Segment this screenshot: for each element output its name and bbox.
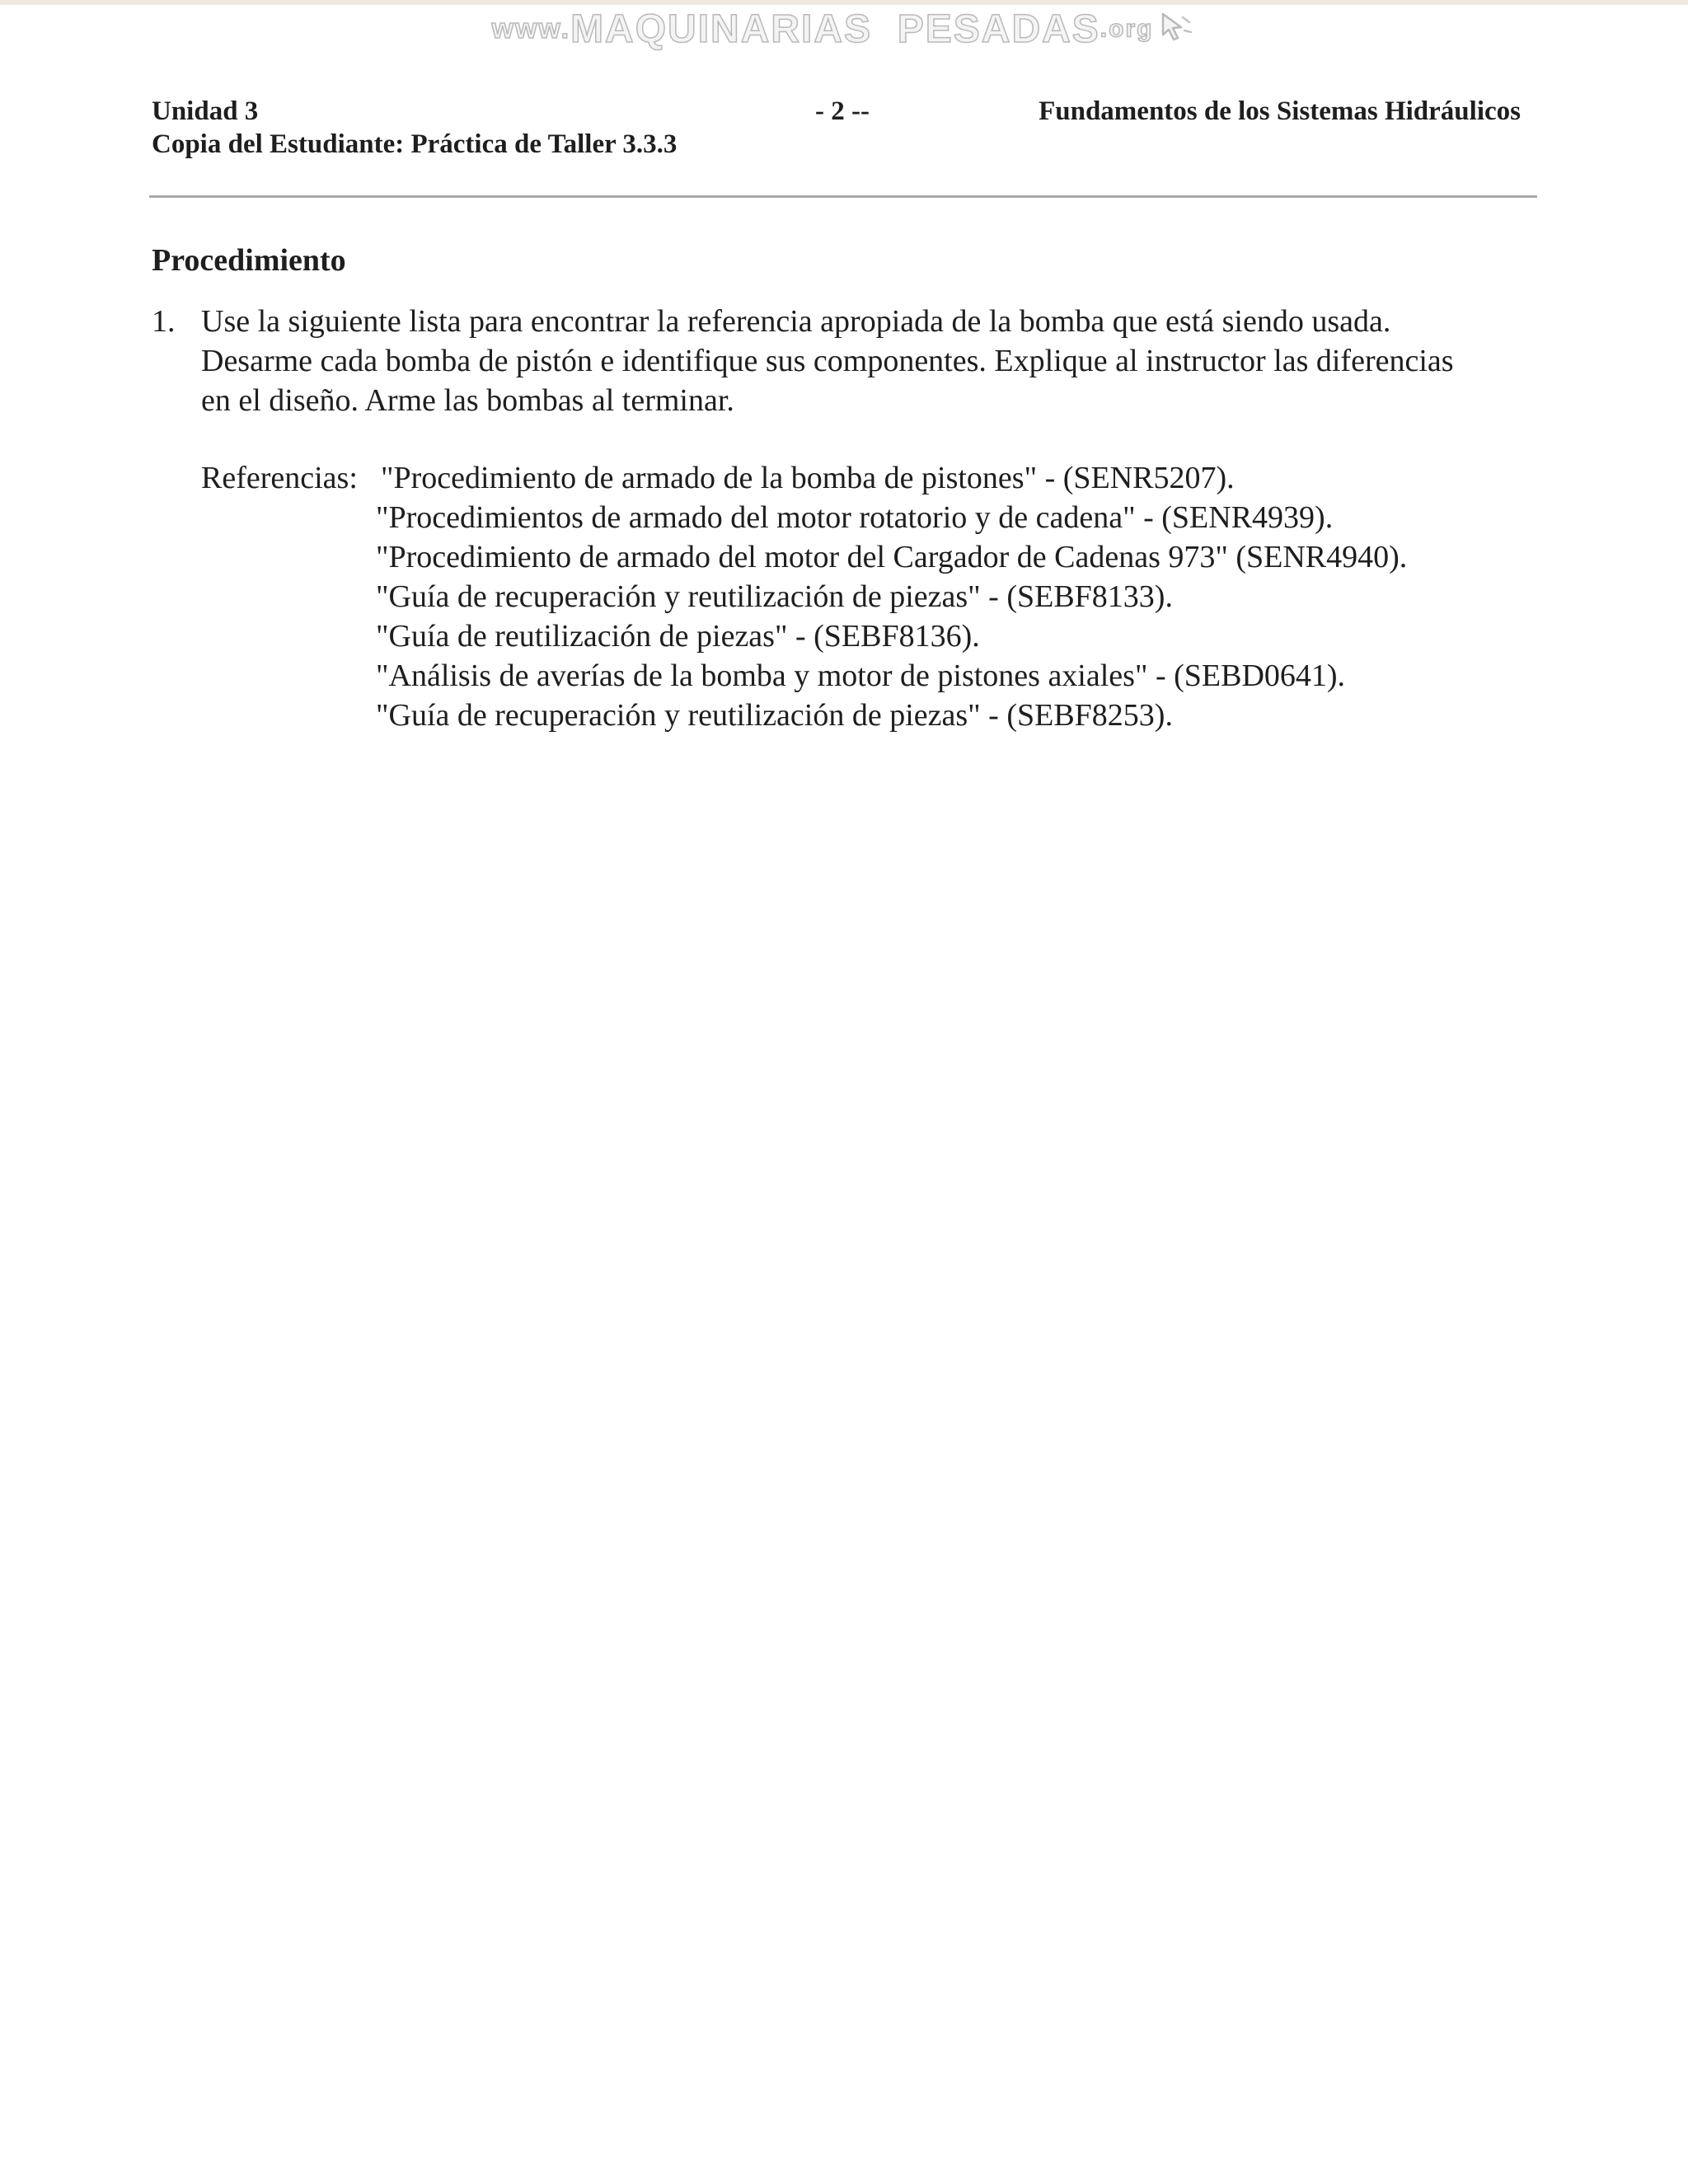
reference-item: "Análisis de averías de la bomba y motor de pistones axiales" - (SEBD0641). xyxy=(376,658,1346,693)
reference-item: "Procedimiento de armado de la bomba de pistones" - (SENR5207). xyxy=(381,461,1235,495)
watermark xyxy=(0,7,1688,52)
watermark-main: MAQUINARIAS PESADAS xyxy=(570,7,1100,51)
cursor-arrow-icon xyxy=(1160,11,1196,48)
top-band xyxy=(0,0,1688,5)
header-left xyxy=(152,95,677,161)
step-line: Desarme cada bomba de pistón e identifique sus componentes. Explique al instructor las diferencias xyxy=(201,344,1454,378)
reference-item: "Procedimientos de armado del motor rotatorio y de cadena" - (SENR4939). xyxy=(376,500,1334,535)
references-block xyxy=(201,458,1407,735)
step-item xyxy=(152,302,1553,420)
references-list xyxy=(376,458,1407,735)
references-label: Referencias: xyxy=(201,461,358,495)
course-title: Fundamentos de los Sistemas Hidráulicos xyxy=(1039,96,1521,126)
reference-item: "Guía de recuperación y reutilización de piezas" - (SEBF8133). xyxy=(376,579,1173,614)
step-number: 1. xyxy=(152,304,176,339)
unit-label: Unidad 3 xyxy=(152,96,259,126)
section-title: Procedimiento xyxy=(152,243,346,278)
page-number: - 2 -- xyxy=(815,96,870,126)
reference-item: "Guía de reutilización de piezas" - (SEBF8136). xyxy=(376,619,980,654)
reference-item: "Guía de recuperación y reutilización de piezas" - (SEBF8253). xyxy=(376,698,1173,733)
header-divider xyxy=(149,195,1537,198)
step-line: Use la siguiente lista para encontrar la referencia apropiada de la bomba que está siendo usada. xyxy=(201,304,1391,339)
watermark-prefix: www. xyxy=(491,13,571,45)
step-line: en el diseño. Arme las bombas al terminar. xyxy=(201,383,734,418)
reference-item: "Procedimiento de armado del motor del Cargador de Cadenas 973" (SENR4940). xyxy=(376,540,1408,574)
watermark-suffix: .org xyxy=(1100,15,1154,43)
step-text xyxy=(201,302,1553,420)
student-copy-label: Copia del Estudiante: Práctica de Taller 3.3.3 xyxy=(152,129,678,159)
